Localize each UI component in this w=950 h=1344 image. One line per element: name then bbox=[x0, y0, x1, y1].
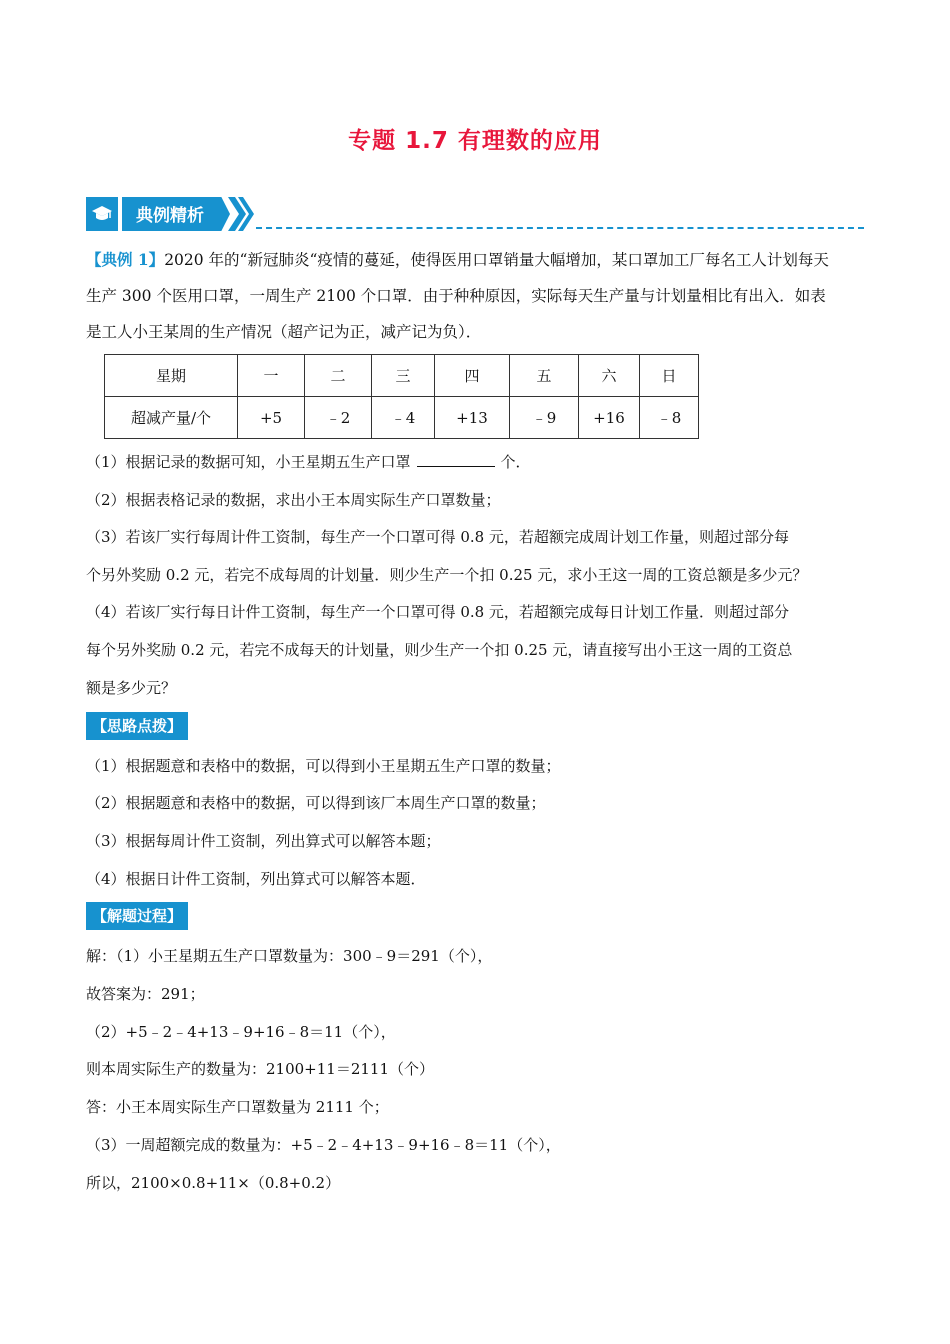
solution-line: （2）+5﹣2﹣4+13﹣9+16﹣8＝11（个）， bbox=[86, 1023, 396, 1041]
table-cell: 五 bbox=[510, 355, 579, 397]
solution-line: 故答案为：291； bbox=[86, 985, 205, 1003]
question-4-line: （4）若该厂实行每日计件工资制，每生产一个口罩可得 0.8 元，若超额完成每日计划工作量．则超过部分 bbox=[86, 603, 789, 621]
question-1 bbox=[86, 451, 531, 472]
solution-line: 则本周实际生产的数量为：2100+11＝2111（个） bbox=[86, 1060, 435, 1078]
section-header bbox=[86, 196, 864, 234]
solution-line: 答：小王本周实际生产口罩数量为 2111 个； bbox=[86, 1098, 389, 1116]
hint-line: （3）根据每周计件工资制，列出算式可以解答本题； bbox=[86, 832, 441, 850]
table-cell: 日 bbox=[640, 355, 699, 397]
table-cell: +5 bbox=[238, 397, 305, 439]
problem-line: 2020 年的“新冠肺炎“疫情的蔓延，使得医用口罩销量大幅增加，某口罩加工厂每名工人计划每天 bbox=[164, 251, 829, 269]
hint-line: （2）根据题意和表格中的数据，可以得到该厂本周生产口罩的数量； bbox=[86, 794, 546, 812]
production-table bbox=[104, 354, 699, 439]
table-cell: 二 bbox=[305, 355, 372, 397]
hint-tag: 【思路点拨】 bbox=[86, 712, 188, 740]
hint-line: （1）根据题意和表格中的数据，可以得到小王星期五生产口罩的数量； bbox=[86, 757, 561, 775]
table-cell: 六 bbox=[579, 355, 640, 397]
solution-line: 所以，2100×0.8+11×（0.8+0.2） bbox=[86, 1174, 341, 1192]
table-cell: 一 bbox=[238, 355, 305, 397]
solution-line: （3）一周超额完成的数量为：+5﹣2﹣4+13﹣9+16﹣8＝11（个）， bbox=[86, 1136, 561, 1154]
table-cell: +13 bbox=[435, 397, 510, 439]
problem-line: 是工人小王某周的生产情况（超产记为正，减产记为负）． bbox=[86, 323, 482, 341]
problem-line: 生产 300 个医用口罩，一周生产 2100 个口罩．由于种种原因，实际每天生产量与计划量相比有出入．如表 bbox=[86, 287, 826, 305]
table-cell: 三 bbox=[372, 355, 435, 397]
question-4-line: 额是多少元？ bbox=[86, 679, 177, 697]
section-label: 典例精析 bbox=[136, 206, 204, 226]
chevron-right-icon bbox=[226, 197, 256, 231]
table-cell: 星期 bbox=[105, 355, 238, 397]
dashed-divider bbox=[256, 227, 864, 229]
solution-line: 解：（1）小王星期五生产口罩数量为：300﹣9＝291（个）， bbox=[86, 947, 493, 965]
question-3-line: 个另外奖励 0.2 元，若完不成每周的计划量．则少生产一个扣 0.25 元，求小王这一周的工资总额是多少元？ bbox=[86, 566, 808, 584]
table-row bbox=[105, 397, 699, 439]
question-text: （1）根据记录的数据可知，小王星期五生产口罩 bbox=[86, 453, 411, 471]
table-cell: ﹣4 bbox=[372, 397, 435, 439]
answer-blank bbox=[417, 452, 495, 467]
hint-line: （4）根据日计件工资制，列出算式可以解答本题． bbox=[86, 870, 426, 888]
page-title: 专题 1.7 有理数的应用 bbox=[348, 128, 602, 154]
solution-tag: 【解题过程】 bbox=[86, 902, 188, 930]
example-tag: 【典例 1】 bbox=[86, 250, 165, 269]
problem-text bbox=[86, 242, 866, 350]
table-cell: ﹣9 bbox=[510, 397, 579, 439]
question-text: 个． bbox=[500, 453, 531, 471]
question-3-line: （3）若该厂实行每周计件工资制，每生产一个口罩可得 0.8 元，若超额完成周计划工作量，则超过部分每 bbox=[86, 528, 789, 546]
question-2: （2）根据表格记录的数据，求出小王本周实际生产口罩数量； bbox=[86, 491, 501, 509]
table-header-row bbox=[105, 355, 699, 397]
table-cell: +16 bbox=[579, 397, 640, 439]
table-cell: ﹣8 bbox=[640, 397, 699, 439]
table-cell: 超减产量/个 bbox=[105, 397, 238, 439]
table-cell: ﹣2 bbox=[305, 397, 372, 439]
graduation-cap-icon bbox=[86, 197, 118, 231]
table-cell: 四 bbox=[435, 355, 510, 397]
question-4-line: 每个另外奖励 0.2 元，若完不成每天的计划量，则少生产一个扣 0.25 元，请直接写出小王这一周的工资总 bbox=[86, 641, 793, 659]
